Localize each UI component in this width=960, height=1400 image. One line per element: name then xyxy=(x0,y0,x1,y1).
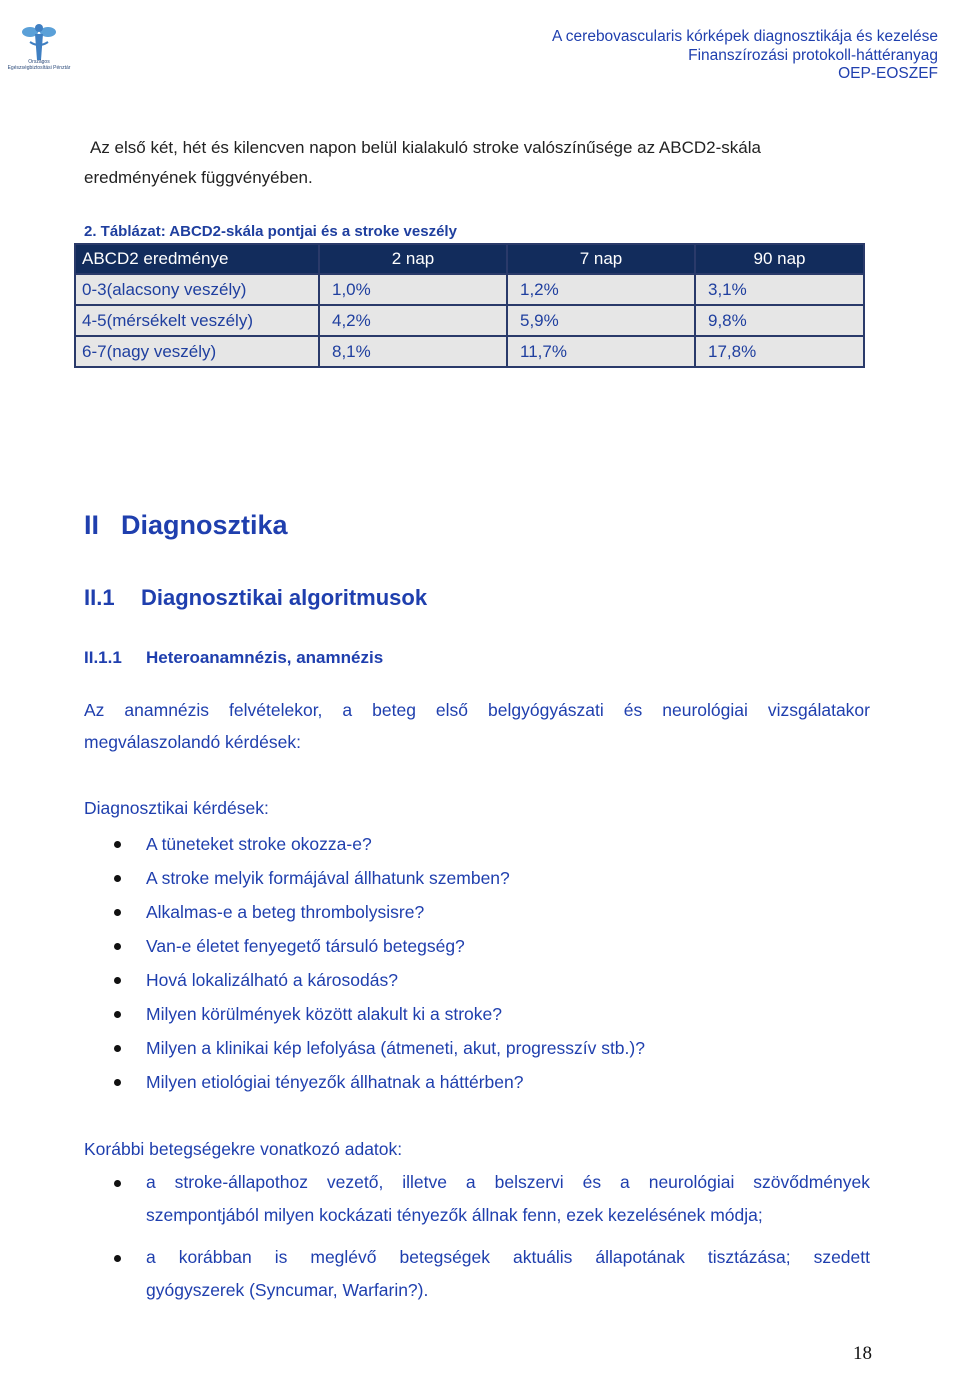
table-cell: 8,1% xyxy=(319,336,507,367)
bullet-icon xyxy=(114,1079,121,1086)
list-item-text: A tüneteket stroke okozza-e? xyxy=(146,834,372,854)
list-item-text: a korábban is meglévő betegségek aktuális állapotának tisztázása; szedett xyxy=(146,1247,870,1267)
list-item-text: Milyen a klinikai kép lefolyása (átmeneti, akut, progresszív stb.)? xyxy=(146,1038,645,1058)
list-item-text: Milyen körülmények között alakult ki a stroke? xyxy=(146,1004,502,1024)
list-item-text: szempontjából milyen kockázati tényezők állnak fenn, ezek kezelésének módja; xyxy=(146,1205,763,1225)
list-item xyxy=(84,861,870,895)
table-header-row xyxy=(75,244,864,274)
table-row xyxy=(75,305,864,336)
header-subtitle: Finanszírozási protokoll-háttéranyag xyxy=(688,46,938,64)
page-number: 18 xyxy=(853,1343,872,1364)
subsection-title: Diagnosztikai algoritmusok xyxy=(141,585,428,610)
table-row xyxy=(75,336,864,367)
table-cell: 4-5(mérsékelt veszély) xyxy=(75,305,319,336)
prior-diseases-title: Korábbi betegségekre vonatkozó adatok: xyxy=(84,1139,403,1159)
bullet-icon xyxy=(114,909,121,916)
intro-line-1: Az első két, hét és kilencven napon belül kialakuló stroke valószínűsége az ABCD2-skála xyxy=(90,138,761,157)
list-item-text: A stroke melyik formájával állhatunk szemben? xyxy=(146,868,510,888)
table-caption: 2. Táblázat: ABCD2-skála pontjai és a stroke veszély xyxy=(84,223,457,240)
list-item xyxy=(84,827,870,861)
list-item xyxy=(84,997,870,1031)
subsection-number: II.1 xyxy=(84,585,115,610)
diag-questions-title: Diagnosztikai kérdések: xyxy=(84,798,269,818)
section-number: II xyxy=(84,510,100,540)
list-item-text: Van-e életet fenyegető társuló betegség? xyxy=(146,936,465,956)
list-item xyxy=(84,1241,870,1307)
subsubsection-heading xyxy=(84,648,383,668)
table-cell: 9,8% xyxy=(695,305,864,336)
list-item xyxy=(84,1031,870,1065)
table-cell: 17,8% xyxy=(695,336,864,367)
header-code: OEP-EOSZEF xyxy=(838,65,938,82)
intro-line-2: eredményének függvényében. xyxy=(84,168,313,187)
table-cell: 11,7% xyxy=(507,336,695,367)
running-header xyxy=(552,28,938,84)
list-item xyxy=(84,929,870,963)
table-cell: 1,0% xyxy=(319,274,507,305)
list-item-text: gyógyszerek (Syncumar, Warfarin?). xyxy=(146,1280,429,1300)
subsubsection-number: II.1.1 xyxy=(84,648,122,667)
table-header-cell: 90 nap xyxy=(695,244,864,274)
subsection-heading xyxy=(84,585,427,611)
bullet-icon xyxy=(114,943,121,950)
intro-paragraph xyxy=(84,133,874,193)
bullet-icon xyxy=(114,1011,121,1018)
bullet-icon xyxy=(114,1045,121,1052)
list-item-text: Milyen etiológiai tényezők állhatnak a háttérben? xyxy=(146,1072,524,1092)
bullet-icon xyxy=(114,977,121,984)
anamnesis-paragraph xyxy=(84,694,870,758)
table-cell: 1,2% xyxy=(507,274,695,305)
subsubsection-title: Heteroanamnézis, anamnézis xyxy=(146,648,384,667)
list-item-text: Alkalmas-e a beteg thrombolysisre? xyxy=(146,902,425,922)
list-item xyxy=(84,1166,870,1232)
bullet-icon xyxy=(114,841,121,848)
table-cell: 0-3(alacsony veszély) xyxy=(75,274,319,305)
list-item xyxy=(84,963,870,997)
table-cell: 3,1% xyxy=(695,274,864,305)
table-cell: 5,9% xyxy=(507,305,695,336)
bullet-icon xyxy=(114,1180,121,1187)
logo-caption: Országos Egészségbiztosítási Pénztár xyxy=(7,59,71,71)
list-item xyxy=(84,1065,870,1099)
prior-diseases-list xyxy=(84,1166,870,1316)
table-header-cell: 7 nap xyxy=(507,244,695,274)
table-row xyxy=(75,274,864,305)
bullet-icon xyxy=(114,875,121,882)
anamnesis-line-2: megválaszolandó kérdések: xyxy=(84,732,301,752)
table-header-cell: 2 nap xyxy=(319,244,507,274)
table-cell: 6-7(nagy veszély) xyxy=(75,336,319,367)
list-item-text: Hová lokalizálható a károsodás? xyxy=(146,970,398,990)
section-title: Diagnosztika xyxy=(121,510,288,540)
list-item-text: a stroke-állapothoz vezető, illetve a belszervi és a neurológiai szövődmények xyxy=(146,1172,870,1192)
anamnesis-line-1: Az anamnézis felvételekor, a beteg első belgyógyászati és neurológiai vizsgálatakor xyxy=(84,700,870,720)
table-header-cell: ABCD2 eredménye xyxy=(75,244,319,274)
list-item xyxy=(84,895,870,929)
bullet-icon xyxy=(114,1255,121,1262)
section-heading xyxy=(84,510,288,541)
header-title: A cerebovascularis kórképek diagnosztikája és kezelése xyxy=(552,28,938,45)
stroke-risk-table xyxy=(74,243,865,368)
table-cell: 4,2% xyxy=(319,305,507,336)
diag-questions-list xyxy=(84,827,870,1099)
